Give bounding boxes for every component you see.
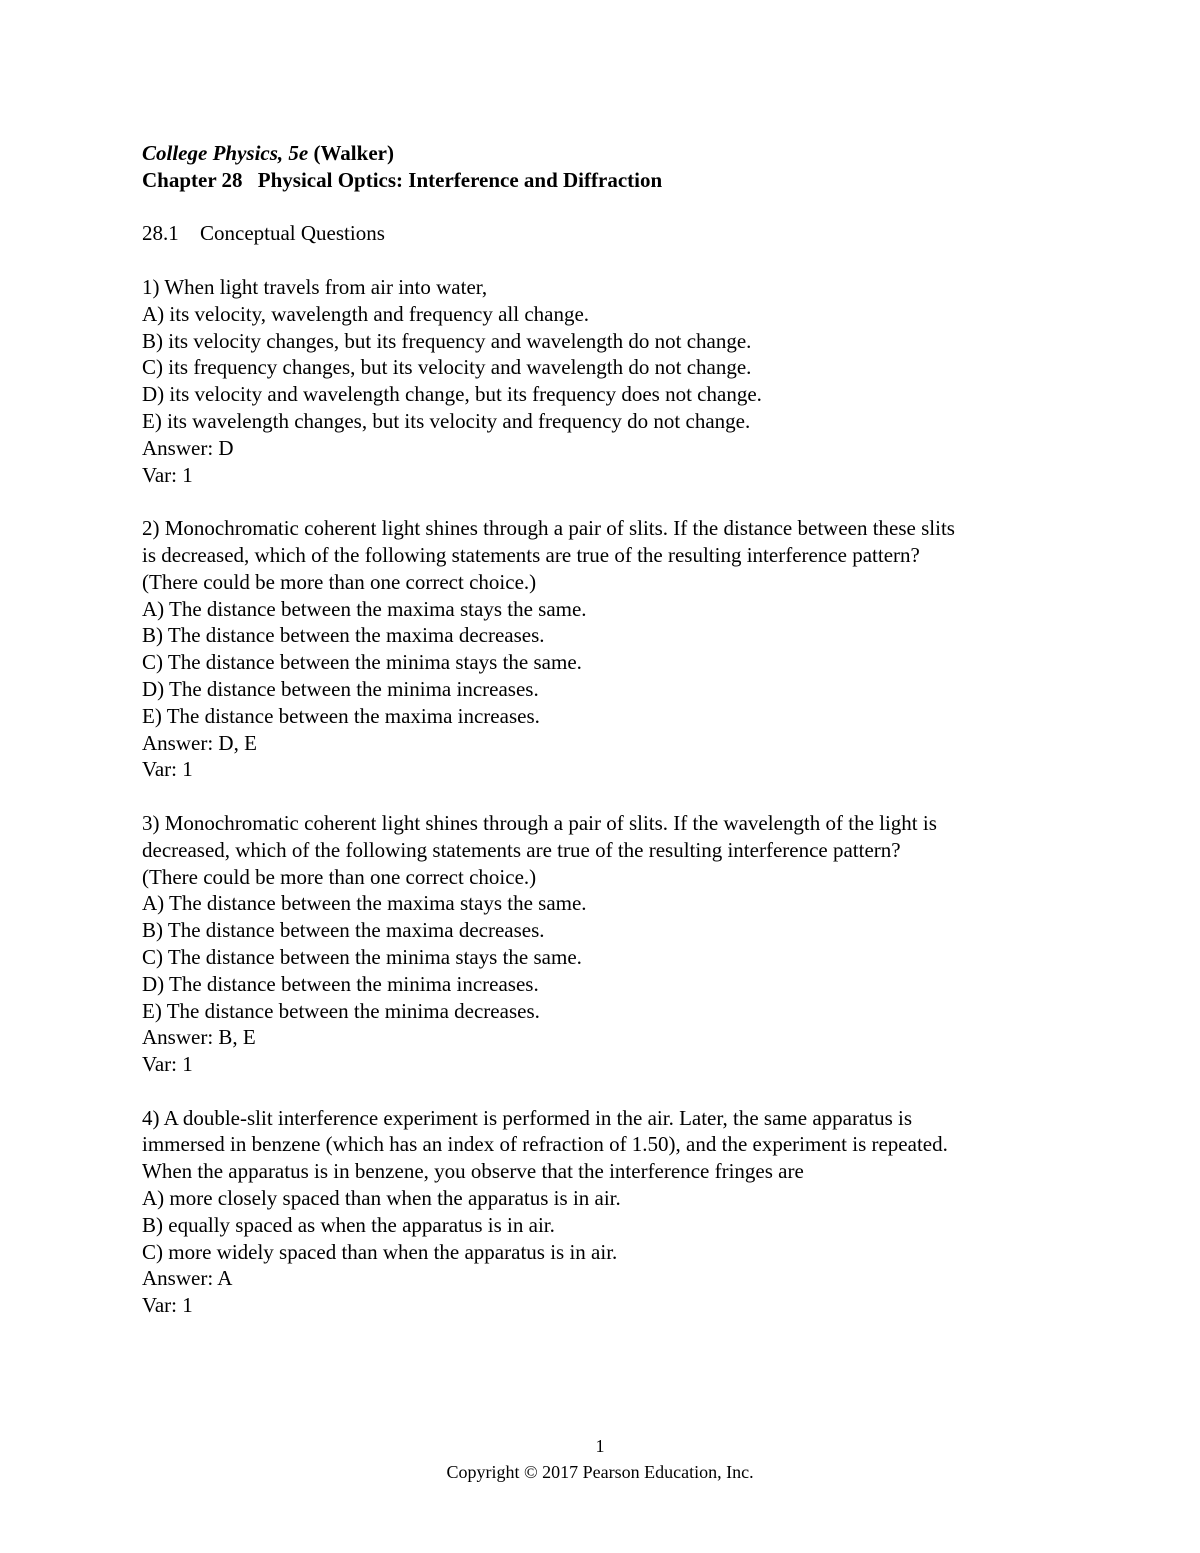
answer-option: B) The distance between the maxima decreases. bbox=[142, 918, 545, 943]
copyright-notice: Copyright © 2017 Pearson Education, Inc. bbox=[446, 1462, 754, 1482]
question-stem: 1) When light travels from air into water, bbox=[142, 274, 488, 299]
book-title-line bbox=[142, 140, 1072, 167]
book-title: College Physics, 5e bbox=[142, 141, 309, 165]
answer-option: D) The distance between the minima increases. bbox=[142, 676, 539, 701]
variant-label: Var: 1 bbox=[142, 462, 193, 487]
spacer bbox=[142, 1078, 1072, 1105]
question-3 bbox=[142, 810, 1072, 1078]
page-content bbox=[142, 140, 1072, 1319]
question-stem: 2) Monochromatic coherent light shines through a pair of slits. If the distance between these slits bbox=[142, 516, 955, 541]
answer-option: E) its wavelength changes, but its velocity and frequency do not change. bbox=[142, 408, 751, 433]
answer-option: A) more closely spaced than when the apparatus is in air. bbox=[142, 1186, 621, 1211]
answer-key: Answer: A bbox=[142, 1266, 233, 1291]
book-author: (Walker) bbox=[313, 141, 394, 165]
answer-option: D) The distance between the minima increases. bbox=[142, 971, 539, 996]
answer-option: C) The distance between the minima stays the same. bbox=[142, 650, 582, 675]
question-stem: decreased, which of the following statements are true of the resulting interference pattern? bbox=[142, 837, 901, 862]
answer-option: A) The distance between the maxima stays the same. bbox=[142, 891, 587, 916]
question-1 bbox=[142, 274, 1072, 488]
chapter-label: Chapter 28 bbox=[142, 167, 243, 192]
answer-option: C) more widely spaced than when the apparatus is in air. bbox=[142, 1239, 618, 1264]
question-stem: (There could be more than one correct choice.) bbox=[142, 864, 537, 889]
spacer bbox=[142, 194, 1072, 221]
question-4 bbox=[142, 1105, 1072, 1319]
page-number: 1 bbox=[595, 1436, 605, 1456]
answer-option: B) equally spaced as when the apparatus is in air. bbox=[142, 1212, 555, 1237]
spacer bbox=[142, 247, 1072, 274]
answer-option: E) The distance between the minima decreases. bbox=[142, 998, 540, 1023]
question-2 bbox=[142, 515, 1072, 783]
variant-label: Var: 1 bbox=[142, 757, 193, 782]
question-stem: is decreased, which of the following statements are true of the resulting interference pattern? bbox=[142, 542, 920, 567]
section-number: 28.1 bbox=[142, 221, 179, 246]
question-stem: immersed in benzene (which has an index of refraction of 1.50), and the experiment is repeated. bbox=[142, 1132, 948, 1157]
variant-label: Var: 1 bbox=[142, 1052, 193, 1077]
answer-option: C) its frequency changes, but its velocity and wavelength do not change. bbox=[142, 355, 752, 380]
spacer bbox=[142, 783, 1072, 810]
answer-option: B) The distance between the maxima decreases. bbox=[142, 623, 545, 648]
answer-key: Answer: B, E bbox=[142, 1025, 256, 1050]
answer-option: D) its velocity and wavelength change, but its frequency does not change. bbox=[142, 382, 762, 407]
variant-label: Var: 1 bbox=[142, 1293, 193, 1318]
chapter-heading bbox=[142, 167, 1072, 194]
answer-option: E) The distance between the maxima increases. bbox=[142, 703, 540, 728]
chapter-title: Physical Optics: Interference and Diffraction bbox=[257, 167, 663, 192]
spacer bbox=[142, 488, 1072, 515]
question-stem: When the apparatus is in benzene, you observe that the interference fringes are bbox=[142, 1159, 804, 1184]
question-stem: 3) Monochromatic coherent light shines through a pair of slits. If the wavelength of the light is bbox=[142, 810, 937, 835]
section-title: Conceptual Questions bbox=[200, 221, 385, 246]
answer-key: Answer: D, E bbox=[142, 730, 257, 755]
section-heading bbox=[142, 220, 1072, 247]
answer-option: C) The distance between the minima stays the same. bbox=[142, 944, 582, 969]
answer-key: Answer: D bbox=[142, 435, 234, 460]
answer-option: A) its velocity, wavelength and frequency all change. bbox=[142, 301, 590, 326]
answer-option: B) its velocity changes, but its frequency and wavelength do not change. bbox=[142, 328, 752, 353]
question-stem: (There could be more than one correct choice.) bbox=[142, 569, 537, 594]
question-stem: 4) A double-slit interference experiment is performed in the air. Later, the same apparatus is bbox=[142, 1105, 913, 1130]
answer-option: A) The distance between the maxima stays the same. bbox=[142, 596, 587, 621]
